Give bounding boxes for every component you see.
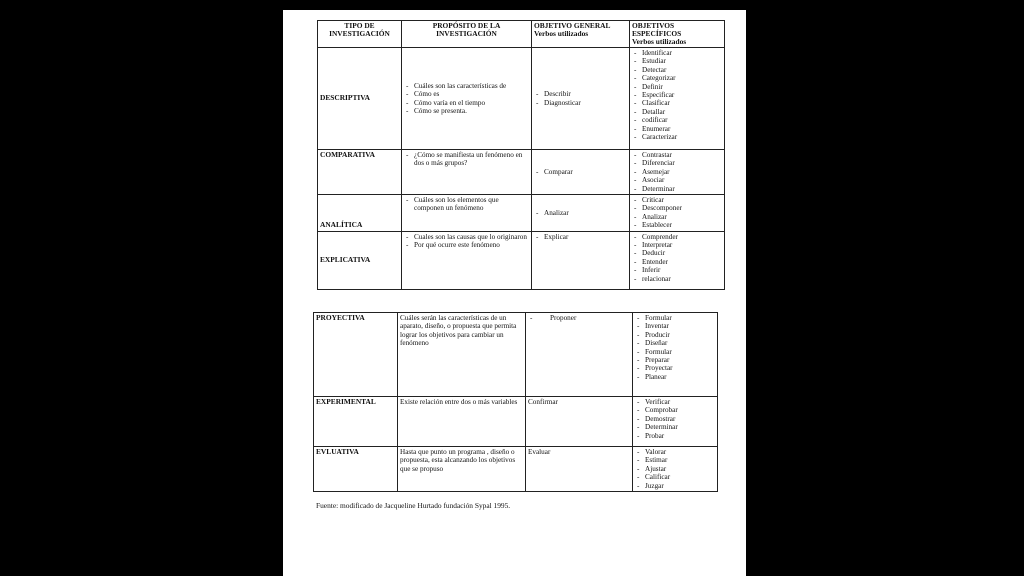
- list-item: - Detallar: [632, 108, 722, 116]
- list-item: - Establecer: [632, 221, 722, 229]
- list-item: - Cuáles son las características de: [404, 82, 529, 90]
- purpose-cell: [402, 231, 532, 289]
- general-objective-cell: [532, 195, 630, 232]
- general-objective-cell: [532, 231, 630, 289]
- general-list: [534, 90, 627, 107]
- list-item: - Identificar: [632, 49, 722, 57]
- list-item: - Diagnosticar: [534, 99, 627, 107]
- purpose-cell: [402, 195, 532, 232]
- list-item: - Juzgar: [635, 482, 715, 490]
- list-item: - Descomponer: [632, 204, 722, 212]
- specific-list: [632, 196, 722, 230]
- header-objetivos-especificos: [630, 21, 725, 48]
- table-row: [318, 231, 725, 289]
- list-item: - Contrastar: [632, 151, 722, 159]
- list-item: - Proyectar: [635, 364, 715, 372]
- specific-objectives-cell: [630, 195, 725, 232]
- list-item: - Calificar: [635, 473, 715, 481]
- list-item: - Comparar: [534, 168, 627, 176]
- header-objetivo-general-title: OBJETIVO GENERAL: [534, 21, 611, 30]
- purpose-list: [404, 82, 529, 116]
- header-proposito: PROPÓSITO DE LA INVESTIGACIÓN: [402, 21, 532, 48]
- list-item: - relacionar: [632, 275, 722, 283]
- list-item: - Por qué ocurre este fenómeno: [404, 241, 529, 249]
- general-objective-cell: Evaluar: [526, 447, 633, 492]
- type-cell: PROYECTIVA: [314, 313, 398, 397]
- specific-objectives-cell: [630, 48, 725, 150]
- list-item: - ¿Cómo se manifiesta un fenómeno en dos o más grupos?: [404, 151, 529, 168]
- table-row: [318, 48, 725, 150]
- list-item: - Deducir: [632, 249, 722, 257]
- general-list: [534, 209, 627, 217]
- purpose-list: [404, 233, 529, 250]
- specific-list: [635, 448, 715, 490]
- specific-list: [635, 314, 715, 381]
- list-item: - Explicar: [534, 233, 627, 241]
- header-tipo: TIPO DE INVESTIGACIÓN: [318, 21, 402, 48]
- specific-objectives-cell: [633, 313, 718, 397]
- specific-list: [632, 49, 722, 141]
- list-item: - Asemejar: [632, 168, 722, 176]
- list-item: - Cómo varía en el tiempo: [404, 99, 529, 107]
- list-item: - Criticar: [632, 196, 722, 204]
- list-item: - Caracterizar: [632, 133, 722, 141]
- list-item: - Categorizar: [632, 74, 722, 82]
- list-item: - Demostrar: [635, 415, 715, 423]
- list-item: - Inferir: [632, 266, 722, 274]
- header-objetivos-especificos-sub: Verbos utilizados: [632, 37, 687, 46]
- list-item: - Determinar: [635, 423, 715, 431]
- list-item: - Enumerar: [632, 125, 722, 133]
- header-objetivo-general-sub: Verbos utilizados: [534, 29, 589, 38]
- list-item: - Formular: [635, 348, 715, 356]
- list-item: - Interpretar: [632, 241, 722, 249]
- specific-objectives-cell: [633, 447, 718, 492]
- list-item: - Ajustar: [635, 465, 715, 473]
- general-list: [528, 314, 630, 322]
- type-cell: DESCRIPTIVA: [318, 48, 402, 150]
- list-item: - Entender: [632, 258, 722, 266]
- general-objective-cell: [532, 48, 630, 150]
- general-objective-cell: [526, 313, 633, 397]
- list-item: - Describir: [534, 90, 627, 98]
- list-item: - Definir: [632, 83, 722, 91]
- list-item: - Diferenciar: [632, 159, 722, 167]
- list-item: - Detectar: [632, 66, 722, 74]
- list-item: - codificar: [632, 116, 722, 124]
- list-item: - Especificar: [632, 91, 722, 99]
- list-item: - Formular: [635, 314, 715, 322]
- list-item: - Valorar: [635, 448, 715, 456]
- table-row: [318, 195, 725, 232]
- header-objetivos-especificos-title: OBJETIVOS ESPECÍFICOS: [632, 21, 682, 38]
- list-item: - Planear: [635, 373, 715, 381]
- list-item: - Analizar: [632, 213, 722, 221]
- list-item: - Preparar: [635, 356, 715, 364]
- purpose-cell: Hasta que punto un programa , diseño o propuesta, esta alcanzando los objetivos que se propuso: [398, 447, 526, 492]
- specific-objectives-cell: [630, 150, 725, 195]
- list-item: - Estimar: [635, 456, 715, 464]
- source-note: Fuente: modificado de Jacqueline Hurtado fundación Sypal 1995.: [316, 501, 511, 510]
- research-types-table-2: [313, 312, 718, 492]
- list-item: - Cómo se presenta.: [404, 107, 529, 115]
- list-item: - Verificar: [635, 398, 715, 406]
- table-row: [318, 150, 725, 195]
- list-item: - Producir: [635, 331, 715, 339]
- research-types-table-1: [317, 20, 725, 290]
- table-header-row: [318, 21, 725, 48]
- list-item: - Comprender: [632, 233, 722, 241]
- document-page: [283, 10, 746, 576]
- general-objective-cell: Confirmar: [526, 397, 633, 447]
- type-cell: COMPARATIVA: [318, 150, 402, 195]
- purpose-cell: Existe relación entre dos o más variables: [398, 397, 526, 447]
- list-item: - Diseñar: [635, 339, 715, 347]
- specific-objectives-cell: [630, 231, 725, 289]
- specific-list: [632, 151, 722, 193]
- list-item: - Estudiar: [632, 57, 722, 65]
- list-item: - Asociar: [632, 176, 722, 184]
- purpose-list: [404, 151, 529, 168]
- purpose-cell: [402, 150, 532, 195]
- purpose-list: [404, 196, 529, 213]
- list-item: - Clasificar: [632, 99, 722, 107]
- list-item: - Comprobar: [635, 406, 715, 414]
- table-row: [314, 397, 718, 447]
- type-cell: ANALÍTICA: [318, 195, 402, 232]
- type-cell: EVLUATIVA: [314, 447, 398, 492]
- list-item: - Probar: [635, 432, 715, 440]
- header-objetivo-general: [532, 21, 630, 48]
- table-row: [314, 313, 718, 397]
- list-item: - Cómo es: [404, 90, 529, 98]
- specific-list: [635, 398, 715, 440]
- specific-list: [632, 233, 722, 283]
- purpose-cell: [402, 48, 532, 150]
- table-row: [314, 447, 718, 492]
- list-item: - Determinar: [632, 185, 722, 193]
- type-cell: EXPERIMENTAL: [314, 397, 398, 447]
- list-item: - Inventar: [635, 322, 715, 330]
- general-list: [534, 168, 627, 176]
- type-cell: EXPLICATIVA: [318, 231, 402, 289]
- list-item: - Cuáles son los elementos que componen un fenómeno: [404, 196, 529, 213]
- specific-objectives-cell: [633, 397, 718, 447]
- purpose-cell: Cuáles serán las características de un aparato, diseño, o propuesta que permita lograr los objetivos para cambiar un fenómeno: [398, 313, 526, 397]
- list-item: - Proponer: [528, 314, 630, 322]
- general-list: [534, 233, 627, 241]
- list-item: - Cuales son las causas que lo originaron: [404, 233, 529, 241]
- list-item: - Analizar: [534, 209, 627, 217]
- general-objective-cell: [532, 150, 630, 195]
